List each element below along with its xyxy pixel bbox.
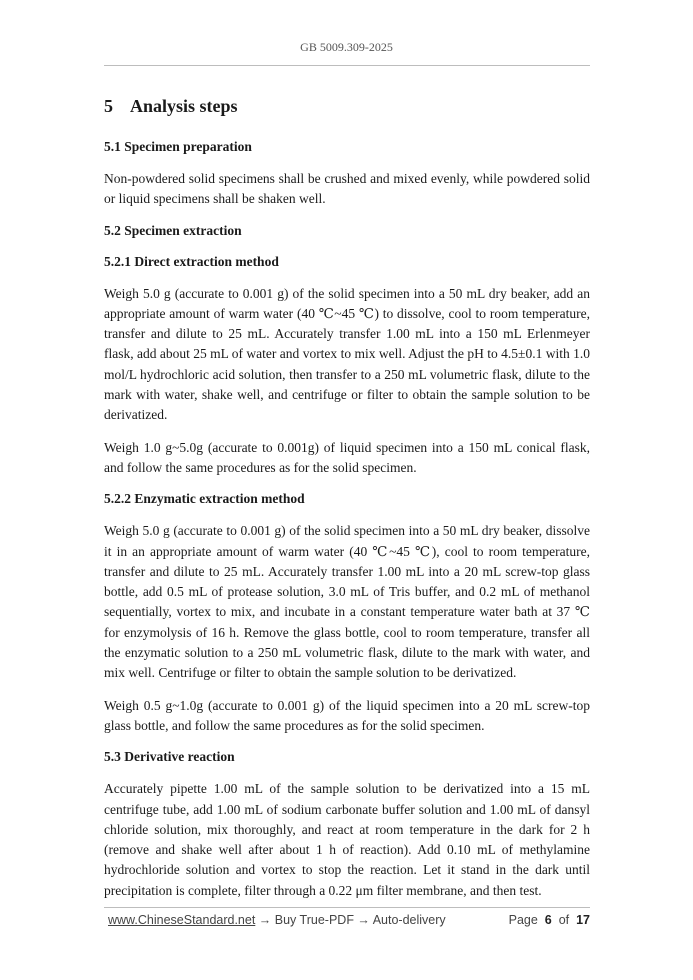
arrow-icon: → bbox=[353, 913, 373, 927]
subsection-heading-5-2-2: 5.2.2 Enzymatic extraction method bbox=[104, 491, 305, 507]
site-link[interactable]: www.ChineseStandard.net bbox=[108, 913, 256, 927]
auto-delivery-text: Auto-delivery bbox=[372, 913, 446, 927]
arrow-icon: → bbox=[255, 913, 275, 927]
buy-pdf-text: Buy True-PDF bbox=[274, 913, 354, 927]
page-indicator bbox=[509, 913, 590, 927]
paragraph: Non-powdered solid specimens shall be crushed and mixed evenly, while powdered solid or liquid specimens shall be shaken well. bbox=[104, 171, 590, 207]
footer-divider bbox=[104, 907, 590, 908]
section-number: 5 bbox=[104, 96, 113, 116]
header-divider bbox=[104, 65, 590, 66]
footer-links bbox=[108, 913, 446, 927]
subsection-heading-5-1: 5.1 Specimen preparation bbox=[104, 139, 252, 154]
subsection-heading-5-2: 5.2 Specimen extraction bbox=[104, 222, 242, 238]
page-number: 6 bbox=[544, 913, 552, 927]
subsection-heading-5-2-1: 5.2.1 Direct extraction method bbox=[104, 253, 279, 269]
subsection-heading-5-3: 5.3 Derivative reaction bbox=[104, 749, 235, 765]
page-word: Page bbox=[508, 913, 538, 927]
running-header: GB 5009.309-2025 bbox=[300, 40, 393, 54]
paragraph: Weigh 1.0 g~5.0g (accurate to 0.001g) of liquid specimen into a 150 mL conical flask, and follow the same procedures as for the solid specimen. bbox=[104, 439, 590, 475]
paragraph: Weigh 5.0 g (accurate to 0.001 g) of the solid specimen into a 50 mL dry beaker, dissolve it in an appropriate amount of warm water (40 ℃~45 ℃), cool to room temperature, transfer and dilute to 25 mL. Accurately transfer 1.00 mL into a 20 mL screw-top glass bottle, add 0.5 mL of protease solution, 3.0 mL of Tris buffer, and 0.2 mL of methanol sequentially, vortex to mix, and incubate in a constant temperature water bath at 37 ℃ for enzymolysis of 16 h. Remove the glass bottle, cool to room temperature, transfer all the enzymatic solution to a 250 mL volumetric flask, dilute to the mark with water, and mix well. Centrifuge or filter to obtain the sample solution to be derivatized. bbox=[104, 523, 590, 681]
page-total: 17 bbox=[576, 913, 590, 927]
paragraph: Weigh 5.0 g (accurate to 0.001 g) of the solid specimen into a 50 mL dry beaker, add an appropriate amount of warm water (40 ℃~45 ℃) to dissolve, cool to room temperature, transfer and dilute to 25 mL. Accurately transfer 1.00 mL into a 150 mL Erlenmeyer flask, add about 25 mL of water and vortex to mix well. Adjust the pH to 4.5±0.1 with 1.0 mol/L hydrochloric acid solution, then transfer to a 250 mL volumetric flask, dilute to the mark with water, shake well, and centrifuge or filter to obtain the sample solution to be derivatized. bbox=[104, 285, 590, 423]
section-heading bbox=[104, 94, 590, 118]
of-word: of bbox=[558, 913, 570, 927]
section-title: Analysis steps bbox=[130, 96, 238, 116]
paragraph: Weigh 0.5 g~1.0g (accurate to 0.001 g) of the liquid specimen into a 20 mL screw-top glass bottle, and follow the same procedures as for the solid specimen. bbox=[104, 697, 590, 733]
paragraph: Accurately pipette 1.00 mL of the sample solution to be derivatized into a 15 mL centrifuge tube, add 1.00 mL of sodium carbonate buffer solution and 1.00 mL of dansyl chloride solution, mix thoroughly, and react at room temperature in the dark for 2 h (remove and shake well after about 1 h of reaction). Add 0.10 mL of methylamine hydrochloride solution and vortex to stop the reaction. Let it stand in the dark until precipitation is complete, filter through a 0.22 μm filter membrane, and then test. bbox=[104, 781, 590, 898]
page-footer bbox=[108, 913, 590, 927]
page-body bbox=[104, 94, 590, 913]
